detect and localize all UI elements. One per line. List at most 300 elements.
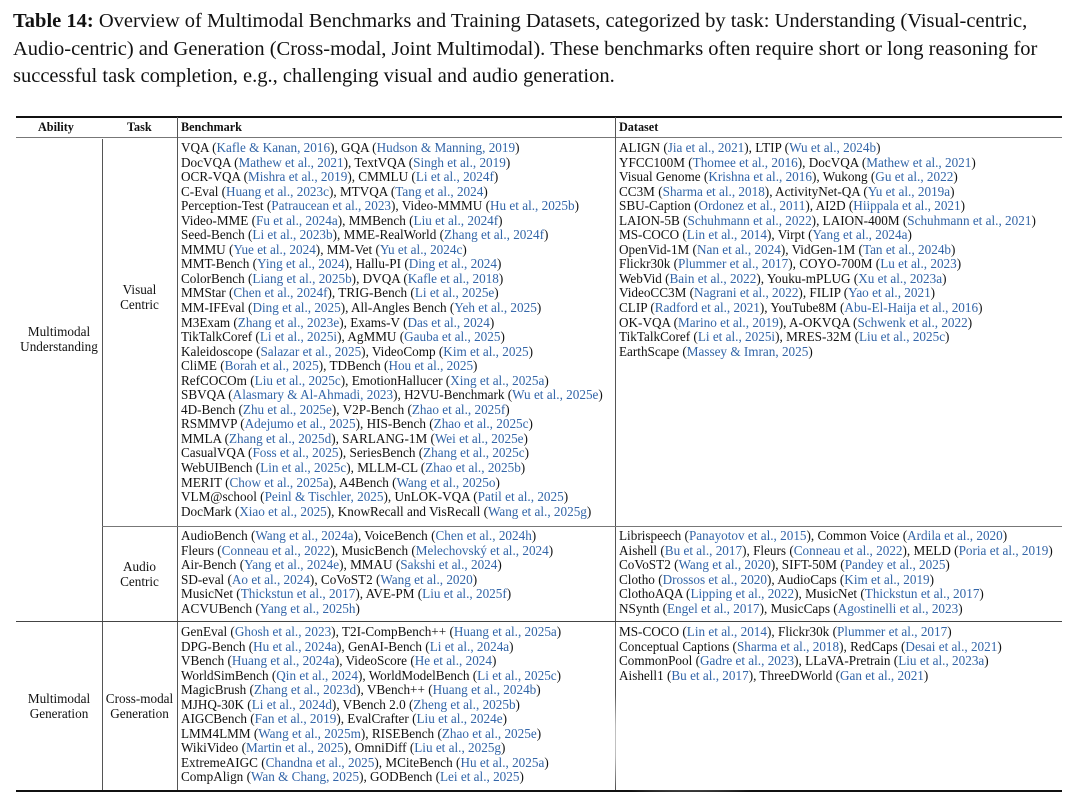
entry-text: ) [536, 300, 542, 316]
benchmark-entry [181, 345, 603, 360]
citation-link[interactable]: Mishra et al., 2019 [248, 169, 348, 185]
entry-text: ) [500, 329, 505, 345]
dataset-list-visual [619, 141, 1036, 359]
entry-text: MMT-Bench ( [181, 256, 258, 272]
citation-link[interactable]: Li et al., 2024a [429, 638, 510, 654]
citation-link[interactable]: Patil et al., 2025 [477, 489, 564, 505]
entry-text: M3Exam ( [181, 314, 238, 330]
entry-text: ), OmniDiff ( [343, 740, 415, 756]
benchmark-entry [181, 587, 553, 602]
entry-text: ) [473, 358, 478, 374]
citation-link[interactable]: Liu et al., 2025c [254, 372, 341, 388]
citation-link[interactable]: Desai et al., 2021 [905, 638, 998, 654]
dataset-entry [619, 558, 1053, 573]
entry-text: CommonPool ( [619, 653, 700, 669]
citation-link[interactable]: Qin et al., 2024 [276, 667, 358, 683]
entry-text: ), CoVoST2 ( [309, 571, 381, 587]
citation-link[interactable]: Tan et al., 2024b [862, 241, 952, 257]
dataset-entry [619, 669, 1002, 684]
entry-text: MERIT ( [181, 474, 230, 490]
citation-link[interactable]: Huang et al., 2024b [432, 682, 537, 698]
benchmark-entry [181, 374, 603, 389]
benchmark-entry [181, 330, 603, 345]
citation-link[interactable]: Gauba et al., 2025 [404, 329, 501, 345]
citation-link[interactable]: Wu et al., 2025e [512, 387, 599, 403]
dataset-entry [619, 228, 1036, 243]
citation-link[interactable]: Borah et al., 2025 [224, 358, 319, 374]
citation-link[interactable]: Zhang et al., 2025d [229, 430, 332, 446]
entry-text: ), GODBench ( [359, 769, 440, 785]
citation-link[interactable]: Wang et al., 2020 [380, 571, 473, 587]
entry-text: MMMU ( [181, 241, 234, 257]
entry-text: ) [556, 624, 562, 639]
benchmark-entry [181, 199, 603, 214]
entry-text: ) [506, 586, 512, 602]
citation-link[interactable]: Li et al., 2024d [251, 696, 332, 712]
benchmark-entry [181, 185, 603, 200]
separator-understanding-generation [16, 621, 1062, 622]
entry-text: ) [462, 241, 467, 257]
entry-text: ), VidGen-1M ( [780, 241, 863, 257]
entry-text: ) [515, 140, 520, 155]
citation-link[interactable]: Li et al., 2025e [414, 285, 495, 301]
task-visual-centric: Visual Centric [120, 282, 159, 312]
entry-text: ), RedCaps ( [839, 638, 906, 654]
citation-link[interactable]: Zhang et al., 2023d [253, 682, 357, 698]
citation-link[interactable]: He et al., 2024 [414, 653, 492, 669]
citation-link[interactable]: Engel et al., 2017 [667, 600, 760, 616]
citation-link[interactable]: Schuhmann et al., 2022 [687, 212, 812, 228]
citation-link[interactable]: Ding et al., 2025 [252, 300, 341, 316]
entry-text: ) [493, 169, 499, 185]
citation-link[interactable]: Sakshi et al., 2024 [400, 557, 498, 573]
citation-link[interactable]: Zhang et al., 2024f [444, 227, 544, 243]
citation-link[interactable]: Zhao et al., 2025c [433, 416, 529, 432]
citation-link[interactable]: Yue et al., 2024 [233, 241, 316, 257]
entry-text: ) [544, 372, 549, 388]
citation-link[interactable]: Hiippala et al., 2021 [853, 198, 961, 214]
citation-link[interactable]: Plummer et al., 2017 [677, 256, 789, 272]
entry-text: RefCOCOm ( [181, 372, 255, 388]
citation-link[interactable]: Hu et al., 2024a [253, 638, 338, 654]
entry-text: ), COYO-700M ( [788, 256, 881, 272]
entry-text: ), All-Angles Bench ( [340, 300, 455, 316]
entry-text: ), VideoComp ( [361, 343, 444, 359]
citation-link[interactable]: Radford et al., 2021 [654, 300, 760, 316]
entry-text: WorldSimBench ( [181, 667, 277, 683]
citation-link[interactable]: Lei et al., 2025 [440, 769, 520, 785]
dataset-entry [619, 640, 1002, 655]
dataset-entry [619, 257, 1036, 272]
benchmark-entry [181, 669, 561, 684]
citation-link[interactable]: Agostinelli et al., 2023 [837, 600, 959, 616]
citation-link[interactable]: Yu et al., 2024c [379, 241, 463, 257]
citation-link[interactable]: Wu et al., 2024b [789, 140, 877, 155]
entry-text: ), RISEBench ( [360, 725, 442, 741]
citation-link[interactable]: Foss et al., 2025 [252, 445, 339, 461]
benchmark-entry [181, 602, 553, 617]
citation-link[interactable]: Liu et al., 2024f [413, 212, 499, 228]
entry-text: ColorBench ( [181, 270, 253, 286]
citation-link[interactable]: Fan et al., 2019 [254, 711, 337, 727]
benchmark-entry [181, 156, 603, 171]
entry-text: SD-eval ( [181, 571, 232, 587]
entry-text: ), ThreeDWorld ( [748, 667, 841, 683]
citation-link[interactable]: Li et al., 2025c [477, 667, 557, 683]
entry-text: ) [544, 754, 549, 770]
citation-link[interactable]: Nan et al., 2024 [696, 241, 781, 257]
divider-benchmark-dataset [615, 117, 616, 790]
entry-text: ) [956, 256, 962, 272]
entry-text: AudioBench ( [181, 528, 256, 543]
citation-link[interactable]: Poria et al., 2019 [958, 542, 1049, 558]
citation-link[interactable]: Chen et al., 2024h [435, 528, 532, 543]
divider-task-benchmark [177, 117, 178, 790]
entry-text: Librispeech ( [619, 528, 689, 543]
dataset-entry [619, 544, 1053, 559]
citation-link[interactable]: Li et al., 2025i [259, 329, 338, 345]
entry-text: CC3M ( [619, 183, 663, 199]
entry-text: ) [586, 503, 592, 519]
entry-text: ), DVQA ( [351, 270, 408, 286]
citation-link[interactable]: Wang et al., 2025o [396, 474, 496, 490]
citation-link[interactable]: Yang et al., 2024a [812, 227, 908, 243]
citation-link[interactable]: Ghosh et al., 2023 [234, 624, 332, 639]
entry-text: C-Eval ( [181, 183, 227, 199]
citation-link[interactable]: Liu et al., 2023a [898, 653, 985, 669]
entry-text: ), AudioCaps ( [767, 571, 845, 587]
citation-link[interactable]: Patraucean et al., 2023 [271, 198, 392, 214]
citation-link[interactable]: Yang et al., 2024e [244, 557, 340, 573]
entry-text: ), MRES-32M ( [775, 329, 859, 345]
entry-text: ), HIS-Bench ( [355, 416, 434, 432]
citation-link[interactable]: Xu et al., 2023a [858, 270, 943, 286]
citation-link[interactable]: Huang et al., 2025a [453, 624, 557, 639]
entry-text: ), TDBench ( [318, 358, 389, 374]
citation-link[interactable]: Marino et al., 2019 [677, 314, 779, 330]
benchmark-entry [181, 257, 603, 272]
citation-link[interactable]: Tang et al., 2024 [395, 183, 484, 199]
citation-link[interactable]: Yao et al., 2021 [848, 285, 931, 301]
entry-text: ), VoiceBench ( [353, 528, 436, 543]
citation-link[interactable]: Schuhmann et al., 2021 [907, 212, 1032, 228]
citation-link[interactable]: Zhang et al., 2023e [237, 314, 340, 330]
citation-link[interactable]: Yeh et al., 2025 [454, 300, 537, 316]
entry-text: Air-Bench ( [181, 557, 245, 573]
benchmark-entry [181, 432, 603, 447]
citation-link[interactable]: Thickstun et al., 2017 [864, 586, 980, 602]
citation-link[interactable]: Krishna et al., 2016 [708, 169, 812, 185]
citation-link[interactable]: Melechovský et al., 2024 [415, 542, 549, 558]
dataset-entry [619, 272, 1036, 287]
citation-link[interactable]: Schwenk et al., 2022 [857, 314, 968, 330]
entry-text: ) [1002, 528, 1008, 543]
entry-text: ) [492, 653, 497, 669]
entry-text: NSynth ( [619, 600, 667, 616]
entry-text: VBench ( [181, 653, 232, 669]
citation-link[interactable]: Singh et al., 2019 [413, 154, 506, 170]
citation-link[interactable]: Huang et al., 2024a [231, 653, 335, 669]
citation-link[interactable]: Sharma et al., 2018 [662, 183, 765, 199]
citation-link[interactable]: Das et al., 2024 [407, 314, 490, 330]
benchmark-entry [181, 359, 603, 374]
citation-link[interactable]: Wang et al., 2020 [678, 557, 771, 573]
entry-text: ) [930, 285, 936, 301]
citation-link[interactable]: Conneau et al., 2022 [221, 542, 331, 558]
citation-link[interactable]: Xiao et al., 2025 [239, 503, 327, 519]
benchmark-entry [181, 461, 603, 476]
citation-link[interactable]: Chen et al., 2024f [233, 285, 328, 301]
citation-link[interactable]: Adejumo et al., 2025 [244, 416, 356, 432]
citation-link[interactable]: Lin et al., 2014 [686, 624, 767, 639]
entry-text: ), TextVQA ( [343, 154, 414, 170]
entry-text: LMM4LMM ( [181, 725, 259, 741]
citation-link[interactable]: Nagrani et al., 2022 [694, 285, 799, 301]
entry-text: ), EvalCrafter ( [336, 711, 417, 727]
citation-link[interactable]: Chow et al., 2025a [229, 474, 329, 490]
entry-text: Seed-Bench ( [181, 227, 253, 243]
dataset-entry [619, 587, 1053, 602]
citation-link[interactable]: Zhao et al., 2025b [425, 460, 521, 476]
entry-text: MMLA ( [181, 430, 229, 446]
citation-link[interactable]: Bu et al., 2017 [664, 542, 743, 558]
dataset-entry [619, 243, 1036, 258]
entry-text: ), AVE-PM ( [355, 586, 423, 602]
citation-link[interactable]: Ao et al., 2024 [231, 571, 310, 587]
citation-link[interactable]: Kafle & Kanan, 2016 [216, 140, 331, 155]
citation-link[interactable]: Conneau et al., 2022 [793, 542, 903, 558]
citation-link[interactable]: Jia et al., 2021 [667, 140, 745, 155]
citation-link[interactable]: Zheng et al., 2025b [413, 696, 516, 712]
entry-text: ) [979, 586, 984, 602]
entry-text: MJHQ-30K ( [181, 696, 252, 712]
entry-text: ) [497, 557, 502, 573]
citation-link[interactable]: Hudson & Manning, 2019 [376, 140, 516, 155]
benchmark-entry [181, 505, 603, 520]
entry-text: CompAlign ( [181, 769, 251, 785]
citation-link[interactable]: Kafle et al., 2018 [407, 270, 499, 286]
benchmark-entry [181, 712, 561, 727]
citation-link[interactable]: Thickstun et al., 2017 [240, 586, 356, 602]
citation-link[interactable]: Yu et al., 2019a [867, 183, 951, 199]
entry-text: ), VBench 2.0 ( [331, 696, 414, 712]
citation-link[interactable]: Ding et al., 2024 [408, 256, 497, 272]
header-ability: Ability [38, 120, 74, 134]
entry-text: ), DocVQA ( [797, 154, 867, 170]
citation-link[interactable]: Liu et al., 2025g [414, 740, 502, 756]
entry-text: Video-MME ( [181, 212, 257, 228]
citation-link[interactable]: Wang et al., 2025g [487, 503, 587, 519]
entry-text: CoVoST2 ( [619, 557, 679, 573]
entry-text: ), UnLOK-VQA ( [383, 489, 478, 505]
entry-text: ) [501, 740, 506, 756]
entry-text: ) [515, 696, 520, 712]
citation-link[interactable]: Mathew et al., 2021 [238, 154, 344, 170]
citation-link[interactable]: Lu et al., 2023 [880, 256, 957, 272]
entry-text: ), KnowRecall and VisRecall ( [326, 503, 488, 519]
entry-text: Perception-Test ( [181, 198, 272, 214]
entry-text: VLM@school ( [181, 489, 265, 505]
entry-text: MagicBrush ( [181, 682, 254, 698]
entry-text: ), TRIG-Bench ( [327, 285, 415, 301]
citation-link[interactable]: Li et al., 2025i [697, 329, 776, 345]
entry-text: ClothoAQA ( [619, 586, 691, 602]
citation-link[interactable]: Li et al., 2023b [252, 227, 333, 243]
entry-text: ), MELD ( [902, 542, 959, 558]
citation-link[interactable]: Lin et al., 2014 [686, 227, 767, 243]
benchmark-entry [181, 476, 603, 491]
benchmark-entry [181, 316, 603, 331]
entry-text: MS-COCO ( [619, 624, 687, 639]
entry-text: CLIP ( [619, 300, 655, 316]
entry-text: ) [967, 314, 973, 330]
dataset-entry [619, 330, 1036, 345]
citation-link[interactable]: Salazar et al., 2025 [260, 343, 362, 359]
entry-text: ALIGN ( [619, 140, 668, 155]
entry-text: MM-IFEval ( [181, 300, 253, 316]
entry-text: ), MLLM-CL ( [346, 460, 426, 476]
entry-text: Aishell1 ( [619, 667, 672, 683]
citation-link[interactable]: Gu et al., 2022 [875, 169, 954, 185]
citation-link[interactable]: Peinl & Tischler, 2025 [264, 489, 384, 505]
citation-link[interactable]: Liang et al., 2025b [252, 270, 352, 286]
entry-text: GenEval ( [181, 624, 235, 639]
citation-link[interactable]: Martin et al., 2025 [245, 740, 344, 756]
entry-text: ), LTIP ( [744, 140, 790, 155]
citation-link[interactable]: Lipping et al., 2022 [690, 586, 795, 602]
benchmark-entry [181, 417, 603, 432]
citation-link[interactable]: Bu et al., 2017 [671, 667, 749, 683]
citation-link[interactable]: Gan et al., 2021 [840, 667, 924, 683]
citation-link[interactable]: Zhang et al., 2025c [423, 445, 525, 461]
benchmark-entry [181, 403, 603, 418]
citation-link[interactable]: Kim et al., 2025 [443, 343, 529, 359]
citation-link[interactable]: Pandey et al., 2025 [844, 557, 946, 573]
entry-text: ) [524, 445, 529, 461]
entry-text: ), Youku-mPLUG ( [756, 270, 859, 286]
entry-text: ), H2VU-Benchmark ( [393, 387, 513, 403]
dataset-entry [619, 286, 1036, 301]
dataset-entry [619, 625, 1002, 640]
citation-link[interactable]: Bain et al., 2022 [669, 270, 757, 286]
citation-link[interactable]: Fu et al., 2024a [256, 212, 338, 228]
entry-text: ) [528, 416, 533, 432]
entry-text: ) [531, 528, 537, 543]
entry-text: ), MusicNet ( [794, 586, 865, 602]
benchmark-entry [181, 654, 561, 669]
citation-link[interactable]: Lin et al., 2025c [260, 460, 347, 476]
citation-link[interactable]: Mathew et al., 2021 [866, 154, 972, 170]
citation-link[interactable]: Ordonez et al., 2011 [698, 198, 806, 214]
citation-link[interactable]: Wang et al., 2024a [255, 528, 354, 543]
citation-link[interactable]: Gadre et al., 2023 [699, 653, 795, 669]
entry-text: ), A4Bench ( [328, 474, 397, 490]
entry-text: ) [548, 542, 554, 558]
entry-text: SBVQA ( [181, 387, 233, 403]
citation-link[interactable]: Drossos et al., 2020 [662, 571, 767, 587]
entry-text: ) [536, 725, 542, 741]
citation-link[interactable]: Zhu et al., 2025e [242, 401, 332, 417]
benchmark-entry [181, 490, 603, 505]
citation-link[interactable]: Panayotov et al., 2015 [688, 528, 807, 543]
entry-text: ), VBench++ ( [356, 682, 433, 698]
dataset-list-generation [619, 625, 1002, 683]
entry-text: ), Common Voice ( [806, 528, 908, 543]
citation-link[interactable]: Abu-El-Haija et al., 2016 [844, 300, 979, 316]
table-top-rule [16, 116, 1062, 118]
entry-text: ) [355, 600, 360, 616]
citation-link[interactable]: Huang et al., 2023c [226, 183, 329, 199]
citation-link[interactable]: Wang et al., 2025m [258, 725, 361, 741]
citation-link[interactable]: Liu et al., 2025f [422, 586, 507, 602]
entry-text: ) [907, 227, 912, 243]
entry-text: ), MusicCaps ( [759, 600, 838, 616]
citation-link[interactable]: Wei et al., 2025e [434, 430, 524, 446]
caption-text: Overview of Multimodal Benchmarks and Training Datasets, categorized by task: Understanding (Visual-centric, Audio-centric) and Generation (Cross-modal, Joint Multimodal). These benchmarks often require short or long reasoning for successful task completion, e.g., challenging visual and audio generation. [13, 10, 1038, 87]
photo-glare [560, 686, 820, 796]
benchmark-entry [181, 446, 603, 461]
entry-text: ), MusicBench ( [330, 542, 416, 558]
citation-link[interactable]: Hu et al., 2025a [460, 754, 545, 770]
task-cross-modal-generation: Cross-modal Generation [105, 691, 174, 721]
entry-text: WebUIBench ( [181, 460, 261, 476]
dataset-entry [619, 602, 1053, 617]
citation-link[interactable]: Kim et al., 2019 [844, 571, 930, 587]
entry-text: ), MTVQA ( [328, 183, 396, 199]
citation-link[interactable]: Xing et al., 2025a [450, 372, 545, 388]
citation-link[interactable]: Liu et al., 2024e [416, 711, 503, 727]
citation-link[interactable]: Zhao et al., 2025f [411, 401, 506, 417]
citation-link[interactable]: Yang et al., 2025h [259, 600, 356, 616]
citation-link[interactable]: Hou et al., 2025 [388, 358, 474, 374]
benchmark-entry [181, 625, 561, 640]
citation-link[interactable]: Alasmary & Al-Ahmadi, 2023 [232, 387, 394, 403]
citation-link[interactable]: Thomee et al., 2016 [692, 154, 798, 170]
entry-text: ) [978, 300, 983, 316]
entry-text: EarthScape ( [619, 343, 687, 359]
entry-text: ) [945, 557, 950, 573]
citation-link[interactable]: Liu et al., 2025c [858, 329, 946, 345]
entry-text: ), EmotionHallucer ( [340, 372, 451, 388]
citation-link[interactable]: Massey & Imran, 2025 [686, 343, 809, 359]
entry-text: CasualVQA ( [181, 445, 253, 461]
separator-visual-audio [102, 526, 1062, 527]
benchmark-entry [181, 573, 553, 588]
citation-link[interactable]: Plummer et al., 2017 [836, 624, 948, 639]
citation-link[interactable]: Zhao et al., 2025e [441, 725, 537, 741]
citation-link[interactable]: Ying et al., 2024 [257, 256, 345, 272]
dataset-entry [619, 199, 1036, 214]
citation-link[interactable]: Sharma et al., 2018 [736, 638, 840, 654]
benchmark-entry [181, 683, 561, 698]
citation-link[interactable]: Ardila et al., 2020 [907, 528, 1003, 543]
benchmark-entry [181, 301, 603, 316]
table-bottom-rule [16, 790, 1062, 792]
entry-text: ), GenAI-Bench ( [337, 638, 430, 654]
ability-generation: Multimodal Generation [27, 691, 91, 721]
entry-text: MMStar ( [181, 285, 234, 301]
entry-text: YFCC100M ( [619, 154, 693, 170]
citation-link[interactable]: Chandna et al., 2025 [265, 754, 375, 770]
entry-text: ), FILIP ( [798, 285, 849, 301]
benchmark-entry [181, 388, 603, 403]
citation-link[interactable]: Wan & Chang, 2025 [250, 769, 360, 785]
entry-text: ) [997, 638, 1002, 654]
entry-text: MusicNet ( [181, 586, 241, 602]
entry-text: ), Wukong ( [811, 169, 876, 185]
citation-link[interactable]: Li et al., 2024f [415, 169, 494, 185]
citation-link[interactable]: Hu et al., 2025b [489, 198, 575, 214]
